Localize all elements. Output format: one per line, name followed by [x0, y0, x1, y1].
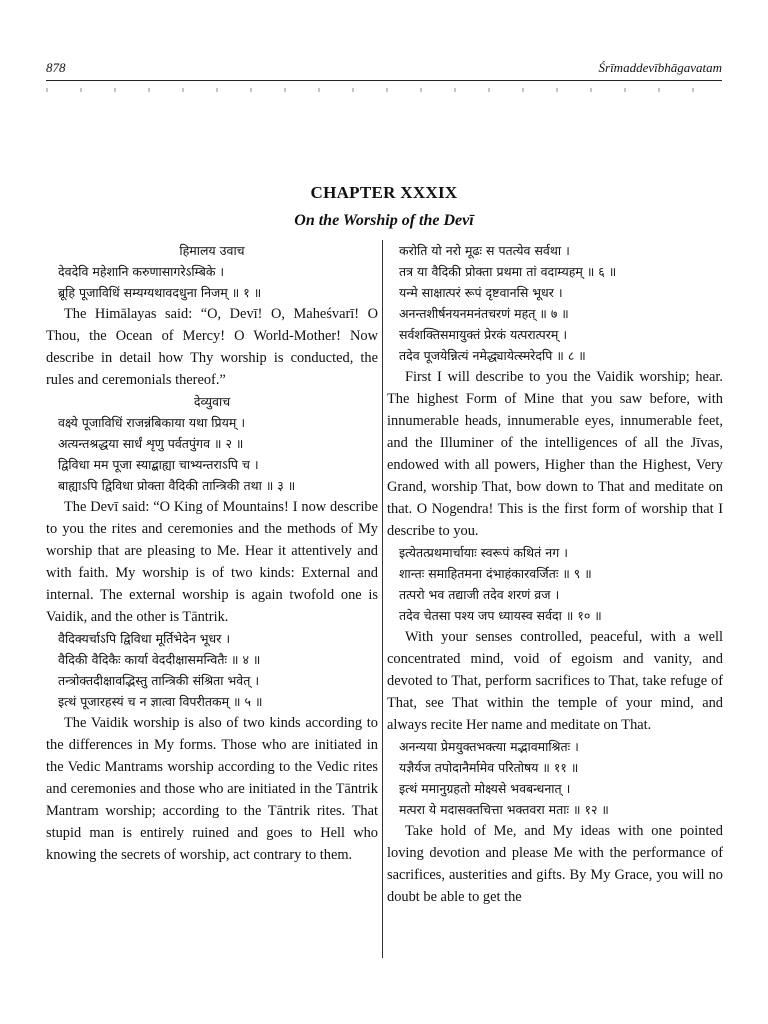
verse-line: तत्परो भव तद्याजी तदेव शरणं व्रज ।	[399, 587, 560, 602]
verse-line: शान्तः समाहितमना दंभाहंकारवर्जितः ॥ ९ ॥	[399, 566, 592, 581]
verse-line: देवदेवि महेशानि करुणासागरेऽम्बिके ।	[58, 264, 225, 279]
chapter-title: CHAPTER XXXIX	[310, 183, 458, 202]
verse-line: वैदिकी वैदिकैः कार्या वेददीक्षासमन्वितैः ॥ ४ ॥	[58, 652, 261, 667]
page-header	[46, 58, 722, 81]
translation-paragraph: With your senses controlled, peaceful, with a well concentrated mind, void of egoism and vanity, and devoted to That, perform sacrifices to That, take refuge of That, see That within the temple of your mind, and always recite Her name and meditate on That.	[387, 629, 723, 733]
verse-line: ब्रूहि पूजाविधिं सम्यग्यथावदधुना निजम् ॥ १ ॥	[58, 285, 262, 300]
chapter-subtitle: On the Worship of the Devī	[294, 212, 474, 229]
scan-artifact-line	[46, 88, 722, 92]
page-number: 878	[46, 60, 66, 75]
left-column	[46, 240, 378, 866]
verse-line: तत्र या वैदिकी प्रोक्ता प्रथमा तां वदाम्यहम् ॥ ६ ॥	[399, 264, 617, 279]
verse-line: मत्परा ये मदासक्तचित्ता भक्तवरा मताः ॥ १२ ॥	[399, 802, 609, 817]
translation-paragraph: The Himālayas said: “O, Devī! O, Maheśvarī! O Thou, the Ocean of Mercy! O World-Mother! Now describe in detail how Thy worship is conducted, the rules and ceremonials thereof.”	[46, 306, 378, 388]
verse-line: अत्यन्तश्रद्धया सार्धं शृणु पर्वतपुंगव ॥ २ ॥	[58, 436, 244, 451]
verse-line: तदेव पूजयेन्नित्यं नमेद्ध्यायेत्स्मरेदपि ॥ ८ ॥	[399, 348, 586, 363]
verse-line: अनन्यया प्रेमयुक्तभक्त्या मद्भावमाश्रितः ।	[399, 739, 579, 754]
verse-line: सर्वशक्तिसमायुक्तं प्रेरकं यत्परात्परम् ।	[399, 327, 568, 342]
right-column	[387, 240, 723, 908]
translation-paragraph: First I will describe to you the Vaidik worship; hear. The highest Form of Mine that you saw before, with innumerable heads, innumerable eyes, innumerable feet, and the Illuminer of the intelligences of all the Jīvas, endowed with all powers, Higher than the Highest, Very Grand, worship That, bow down to That and meditate on that. O Nogendra! This is the first form of worship that I describe to you.	[387, 369, 723, 539]
verse-line: तन्त्रोक्तदीक्षावद्भिस्तु तान्त्रिकी संश्रिता भवेत् ।	[58, 673, 260, 688]
verse-line: इत्थं ममानुग्रहतो मोक्ष्यसे भवबन्धनात् ।	[399, 781, 571, 796]
verse-line: यन्मे साक्षात्परं रूपं दृष्टवानसि भूधर ।	[399, 285, 563, 300]
verse-line: यज्ञैर्यज तपोदानैर्मामेव परितोषय ॥ ११ ॥	[399, 760, 579, 775]
verse-line: अनन्तशीर्षनयनमनंतचरणं महत् ॥ ७ ॥	[399, 306, 569, 321]
verse-line: इत्येतत्प्रथमार्चायाः स्वरूपं कथितं नग ।	[399, 545, 568, 560]
speaker-devi: देव्युवाच	[193, 394, 231, 409]
translation-paragraph: Take hold of Me, and My ideas with one pointed loving devotion and please Me with the performance of sacrifices, austerities and gifts. By My Grace, you will no doubt be able to get the	[387, 823, 723, 905]
verse-line: इत्थं पूजारहस्यं च न ज्ञात्वा विपरीतकम् ॥ ५ ॥	[58, 694, 263, 709]
verse-line: करोति यो नरो मूढः स पतत्येव सर्वथा ।	[399, 243, 570, 258]
verse-line: वक्ष्ये पूजाविधिं राजन्नंबिकाया यथा प्रियम् ।	[58, 415, 246, 430]
translation-paragraph: The Devī said: “O King of Mountains! I now describe to you the rites and ceremonies and the methods of My worship that are pleasing to Me. Hear it attentively and with faith. My worship is of two kinds: External and internal. The external worship is again twofold one is Vaidik, and the other is Tāntrik.	[46, 499, 378, 625]
running-title: Śrīmaddevībhāgavatam	[598, 60, 722, 75]
translation-paragraph: The Vaidik worship is also of two kinds according to the differences in My forms. Those who are initiated in the Vedic Mantrams worship according to the Vedic rites and ceremonies and those who are initiated in the Tāntrik Mantram worship; according to the Tāntrik rites. That stupid man is entirely ruined and goes to Hell who knowing the secrets of worship, act contrary to them.	[46, 715, 378, 863]
column-divider	[382, 240, 383, 958]
verse-line: तदेव चेतसा पश्य जप ध्यायस्व सर्वदा ॥ १० ॥	[399, 608, 602, 623]
verse-line: द्विविधा मम पूजा स्याद्बाह्या चाभ्यन्तराऽपि च ।	[58, 457, 259, 472]
verse-line: वैदिक्यर्चाऽपि द्विविधा मूर्तिभेदेन भूधर ।	[58, 631, 231, 646]
verse-line: बाह्याऽपि द्विविधा प्रोक्ता वैदिकी तान्त्रिकी तथा ॥ ३ ॥	[58, 478, 296, 493]
speaker-himalaya: हिमालय उवाच	[179, 243, 245, 258]
